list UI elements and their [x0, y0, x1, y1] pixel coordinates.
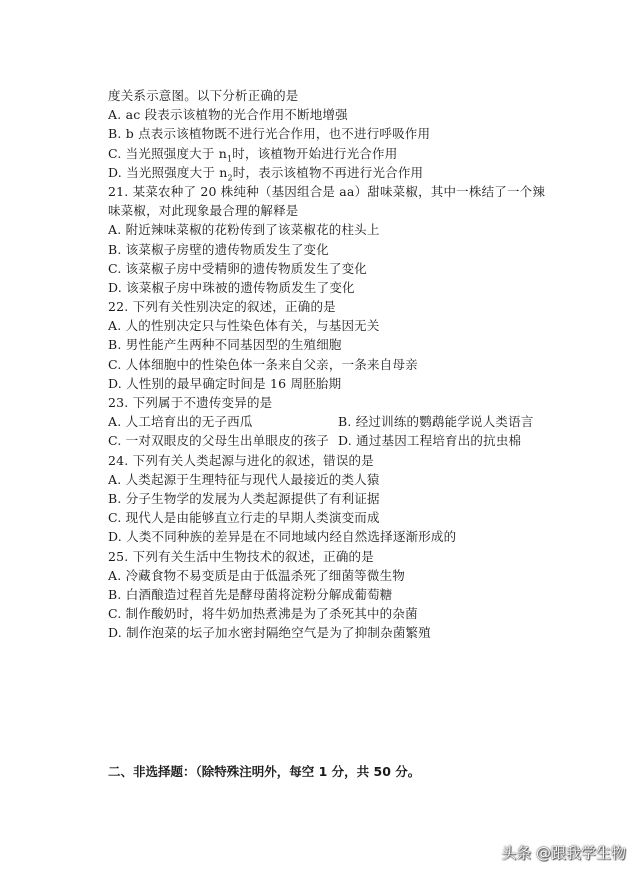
q20-option-d: D. 当光照强度大于 $n_2$时，表示该植物不再进行光合作用: [108, 164, 424, 182]
q20-option-a: A. ac 段表示该植物的光合作用不断地增强: [108, 107, 348, 123]
q21-stem-line1: 21. 某菜农种了 20 株纯种（基因组合是 aa）甜味菜椒，其中一株结了一个辣: [108, 183, 546, 199]
q25-option-b: B. 白酒酿造过程首先是酵母菌将淀粉分解成葡萄糖: [108, 586, 393, 602]
q23-option-d: D. 通过基因工程培育出的抗虫棉: [338, 433, 522, 449]
q23-stem: 23. 下列属于不遗传变异的是: [108, 395, 273, 410]
q20-option-c: C. 当光照强度大于 $n_1$时，该植物开始进行光合作用: [108, 145, 398, 163]
q25-option-a: A. 冷藏食物不易变质是由于低温杀死了细菌等微生物: [108, 567, 405, 583]
q22-option-b: B. 男性能产生两种不同基因型的生殖细胞: [108, 337, 342, 353]
q22-option-a: A. 人的性别决定只与性染色体有关，与基因无关: [108, 318, 380, 334]
q24-option-b: B. 分子生物学的发展为人类起源提供了有利证据: [108, 490, 380, 506]
q24-stem: 24. 下列有关人类起源与进化的叙述，错误的是: [108, 452, 374, 468]
q21-option-a: A. 附近辣味菜椒的花粉传到了该菜椒花的柱头上: [108, 222, 380, 238]
question-text-block: [108, 86, 608, 642]
q23-option-c: C. 一对双眼皮的父母生出单眼皮的孩子: [108, 433, 329, 449]
q24-option-d: D. 人类不同种族的差异是在不同地域内经自然选择逐渐形成的: [108, 529, 457, 545]
q25-option-d: D. 制作泡菜的坛子加水密封隔绝空气是为了抑制杂菌繁殖: [108, 625, 431, 641]
q24-option-a: A. 人类起源于生理特征与现代人最接近的类人猿: [108, 471, 380, 487]
q22-stem: 22. 下列有关性别决定的叙述，正确的是: [108, 299, 336, 315]
q20-option-b: B. b 点表示该植物既不进行光合作用，也不进行呼吸作用: [108, 126, 431, 142]
watermark: 头条 @跟我学生物: [501, 844, 626, 862]
q23-option-b: B. 经过训练的鹦鹉能学说人类语言: [338, 414, 534, 430]
q21-option-d: D. 该菜椒子房中珠被的遗传物质发生了变化: [108, 279, 355, 295]
q23-option-a: A. 人工培育出的无子西瓜: [108, 414, 253, 430]
q20-stem: 度关系示意图。以下分析正确的是: [108, 88, 299, 103]
q22-option-d: D. 人性别的最早确定时间是 16 周胚胎期: [108, 375, 342, 391]
q25-option-c: C. 制作酸奶时，将牛奶加热煮沸是为了杀死其中的杂菌: [108, 606, 418, 622]
q21-option-c: C. 该菜椒子房中受精卵的遗传物质发生了变化: [108, 260, 367, 276]
section-two-heading: 二、非选择题：（除特殊注明外，每空 1 分，共 50 分。: [108, 764, 421, 779]
q25-stem: 25. 下列有关生活中生物技术的叙述，正确的是: [108, 548, 374, 564]
q22-option-c: C. 人体细胞中的性染色体一条来自父亲，一条来自母亲: [108, 356, 418, 372]
q21-stem-line2: 味菜椒，对此现象最合理的解释是: [108, 203, 299, 219]
q21-option-b: B. 该菜椒子房壁的遗传物质发生了变化: [108, 241, 329, 257]
q23-options-cd: [108, 431, 608, 450]
q23-options-ab: [108, 412, 608, 431]
q24-option-c: C. 现代人是由能够直立行走的早期人类演变而成: [108, 510, 380, 526]
